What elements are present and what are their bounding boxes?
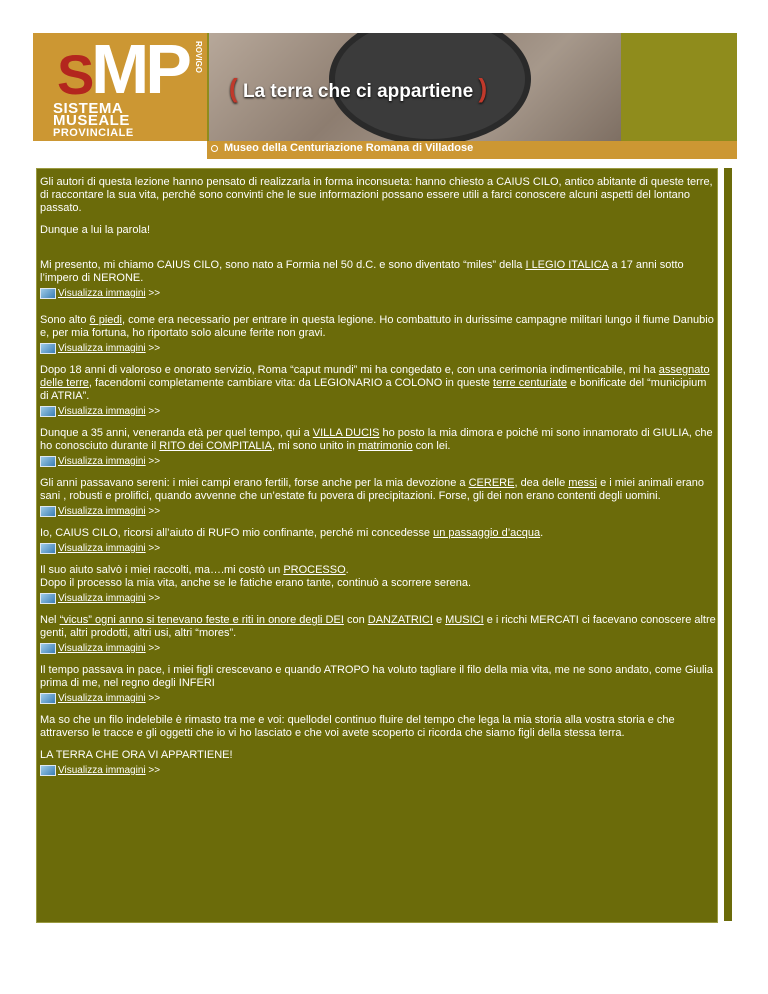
image-icon <box>40 765 56 776</box>
paragraph-rufo <box>40 527 717 555</box>
view-images-link[interactable] <box>40 764 717 777</box>
link-villa-ducis[interactable]: VILLA DUCIS <box>312 427 380 439</box>
view-images-label[interactable]: Visualizza immagini <box>58 456 146 467</box>
text: Ma so che un filo indelebile è rimasto tra me e voi: quellodel continuo fluire del tempo che lega la mia storia alla vostra storia e che attraverso le tracce e gli oggetti che io vi ho lasciato e che voi avete scoperto ci ricorda che siamo figli della stessa terra. <box>40 714 675 739</box>
link-danzatrici[interactable]: DANZATRICI <box>367 614 433 626</box>
link-rito-compitalia[interactable]: RITO dei COMPITALIA <box>159 440 272 452</box>
view-arrow: >> <box>148 693 161 704</box>
view-images-link[interactable] <box>40 405 717 418</box>
link-passaggio-acqua[interactable]: un passaggio d’acqua <box>433 527 541 539</box>
view-arrow: >> <box>148 456 161 467</box>
view-images-link[interactable] <box>40 692 717 705</box>
bullet-icon <box>211 145 218 152</box>
link-processo[interactable]: PROCESSO <box>283 564 346 576</box>
view-arrow: >> <box>148 643 161 654</box>
link-legio-italica[interactable]: I LEGIO ITALICA <box>525 259 609 271</box>
text: Dopo 18 anni di valoroso e onorato servizio, Roma “caput mundi” mi ha congedato e, con una cerimonia indimenticabile, mi ha <box>40 364 659 376</box>
view-images-label[interactable]: Visualizza immagini <box>58 343 146 354</box>
museum-logo[interactable] <box>33 30 207 141</box>
view-images-label[interactable]: Visualizza immagini <box>58 693 146 704</box>
image-icon <box>40 593 56 604</box>
view-images-link[interactable] <box>40 455 717 468</box>
text: Io, CAIUS CILO, ricorsi all’aiuto di RUFO mio confinante, perché mi concedesse <box>40 527 434 539</box>
view-arrow: >> <box>148 288 161 299</box>
image-icon <box>40 543 56 554</box>
text: e <box>432 614 446 626</box>
paragraph-legio <box>40 259 717 300</box>
text: , facendomi completamente cambiare vita: da LEGIONARIO a COLONO in queste <box>88 377 494 389</box>
link-6-piedi[interactable]: 6 piedi <box>89 314 122 326</box>
text: , dea delle <box>514 477 569 489</box>
view-arrow: >> <box>148 543 161 554</box>
image-icon <box>40 288 56 299</box>
link-cerere[interactable]: CERERE <box>468 477 515 489</box>
word-text: Dunque a lui la parola! <box>40 224 151 236</box>
header-photo <box>209 33 621 141</box>
text: Il suo aiuto salvò i miei raccolti, ma….mi costò un <box>40 564 284 576</box>
view-images-link[interactable] <box>40 505 717 518</box>
paragraph-processo <box>40 564 717 605</box>
view-arrow: >> <box>148 765 161 776</box>
view-arrow: >> <box>148 343 161 354</box>
link-musici[interactable]: MUSICI <box>445 614 484 626</box>
text: Mi presento, mi chiamo CAIUS CILO, sono nato a Formia nel 50 d.C. e sono diventato “miles” della <box>40 259 526 271</box>
band-spacer <box>33 141 207 159</box>
view-images-label[interactable]: Visualizza immagini <box>58 543 146 554</box>
link-vicus[interactable]: “vicus” ogni anno si tenevano feste e riti in onore degli DEI <box>59 614 344 626</box>
paragraph-intro <box>40 176 717 215</box>
image-icon <box>40 693 56 704</box>
intro-text: Gli autori di questa lezione hanno pensato di realizzarla in forma inconsueta: hanno chiesto a CAIUS CILO, antico abitante di queste terre, di raccontare la sua vita, perché sono convinti che le sue informazioni possano essere utili a farci conoscere alcuni aspetti del lontano passato. <box>40 176 713 214</box>
subtitle-band <box>33 141 737 159</box>
view-images-label[interactable]: Visualizza immagini <box>58 643 146 654</box>
view-images-link[interactable] <box>40 342 717 355</box>
text: . <box>540 527 544 539</box>
view-arrow: >> <box>148 593 161 604</box>
logo-mp: MP <box>91 30 188 108</box>
text: ho posto la mia dimora e poiché mi sono innamorato di GIULIA, che ho conosciuto durante il <box>40 427 713 452</box>
logo-rovigo: ROVIGO <box>194 41 203 74</box>
view-arrow: >> <box>148 506 161 517</box>
image-icon <box>40 343 56 354</box>
logo-s: S <box>57 43 95 106</box>
text: LA TERRA CHE ORA VI APPARTIENE! <box>40 749 233 761</box>
text: Nel <box>40 614 60 626</box>
image-icon <box>40 506 56 517</box>
logo-line-2: MUSEALE <box>53 112 130 129</box>
image-icon <box>40 406 56 417</box>
text: e i miei animali erano sani , robusti e prolifici, quando avvenne che un’estate fu povera di precipitazioni. Forse, gli dei non erano contenti degli uomini. <box>40 477 705 502</box>
link-messi[interactable]: messi <box>568 477 598 489</box>
view-images-label[interactable]: Visualizza immagini <box>58 593 146 604</box>
page-title: ( La terra che ci appartiene ) <box>229 73 488 103</box>
logo-text <box>53 100 134 139</box>
right-border-bar <box>724 168 732 921</box>
logo-line-3: PROVINCIALE <box>53 127 134 139</box>
view-images-link[interactable] <box>40 542 717 555</box>
text: Gli anni passavano sereni: i miei campi erano fertili, forse anche per la mia devozione a <box>40 477 469 489</box>
text: Il tempo passava in pace, i miei figli crescevano e quando ATROPO ha voluto tagliare il filo della mia vita, me ne sono andato, come Giulia prima di me, nel regno degli INFERI <box>40 664 713 689</box>
text: a 17 anni sotto l’impero di NERONE. <box>40 259 684 284</box>
museum-subtitle-text: Museo della Centuriazione Romana di Villadose <box>224 142 474 154</box>
text: e i ricchi MERCATI ci facevano conoscere altre genti, altri prodotti, altri usi, altri “mores”. <box>40 614 716 639</box>
paragraph-filo <box>40 714 717 740</box>
museum-subtitle <box>211 142 473 154</box>
paragraph-word <box>40 224 717 237</box>
view-images-label[interactable]: Visualizza immagini <box>58 765 146 776</box>
paragraph-terre <box>40 364 717 418</box>
paragraph-cerere <box>40 477 717 518</box>
text: . <box>345 564 349 576</box>
paragraph-atropo <box>40 664 717 705</box>
content-panel <box>36 168 718 923</box>
view-images-link[interactable] <box>40 287 717 300</box>
logo-line-1: SISTEMA <box>53 100 124 117</box>
paragraph-terra <box>40 749 717 777</box>
paragraph-vicus <box>40 614 717 655</box>
link-assegnato-terre[interactable]: assegnato delle terre <box>40 364 710 389</box>
page-title-text: La terra che ci appartiene <box>242 81 474 102</box>
view-images-link[interactable] <box>40 642 717 655</box>
link-matrimonio[interactable]: matrimonio <box>358 440 413 452</box>
text: Sono alto <box>40 314 90 326</box>
view-images-label[interactable]: Visualizza immagini <box>58 288 146 299</box>
view-arrow: >> <box>148 406 161 417</box>
text: con <box>343 614 368 626</box>
image-icon <box>40 643 56 654</box>
view-images-label[interactable]: Visualizza immagini <box>58 506 146 517</box>
text: , mi sono unito in <box>271 440 359 452</box>
page <box>33 30 737 154</box>
image-icon <box>40 456 56 467</box>
text: Dunque a 35 anni, veneranda età per quel tempo, qui a <box>40 427 313 439</box>
text: con lei. <box>412 440 451 452</box>
link-terre-centuriate[interactable]: terre centuriate <box>493 377 568 389</box>
text: , come era necessario per entrare in questa legione. Ho combattuto in durissime campagne militari lungo il fiume Danubio e, per mia fortuna, ho riportato solo alcune ferite non gravi. <box>40 314 714 339</box>
view-images-label[interactable]: Visualizza immagini <box>58 406 146 417</box>
view-images-link[interactable] <box>40 592 717 605</box>
paragraph-villa <box>40 427 717 468</box>
text: Dopo il processo la mia vita, anche se le fatiche erano tante, continuò a scorrere serena. <box>40 577 472 589</box>
paragraph-piedi <box>40 314 717 355</box>
text: e bonificate del “municipium di ATRIA”. <box>40 377 707 402</box>
header <box>33 30 737 154</box>
